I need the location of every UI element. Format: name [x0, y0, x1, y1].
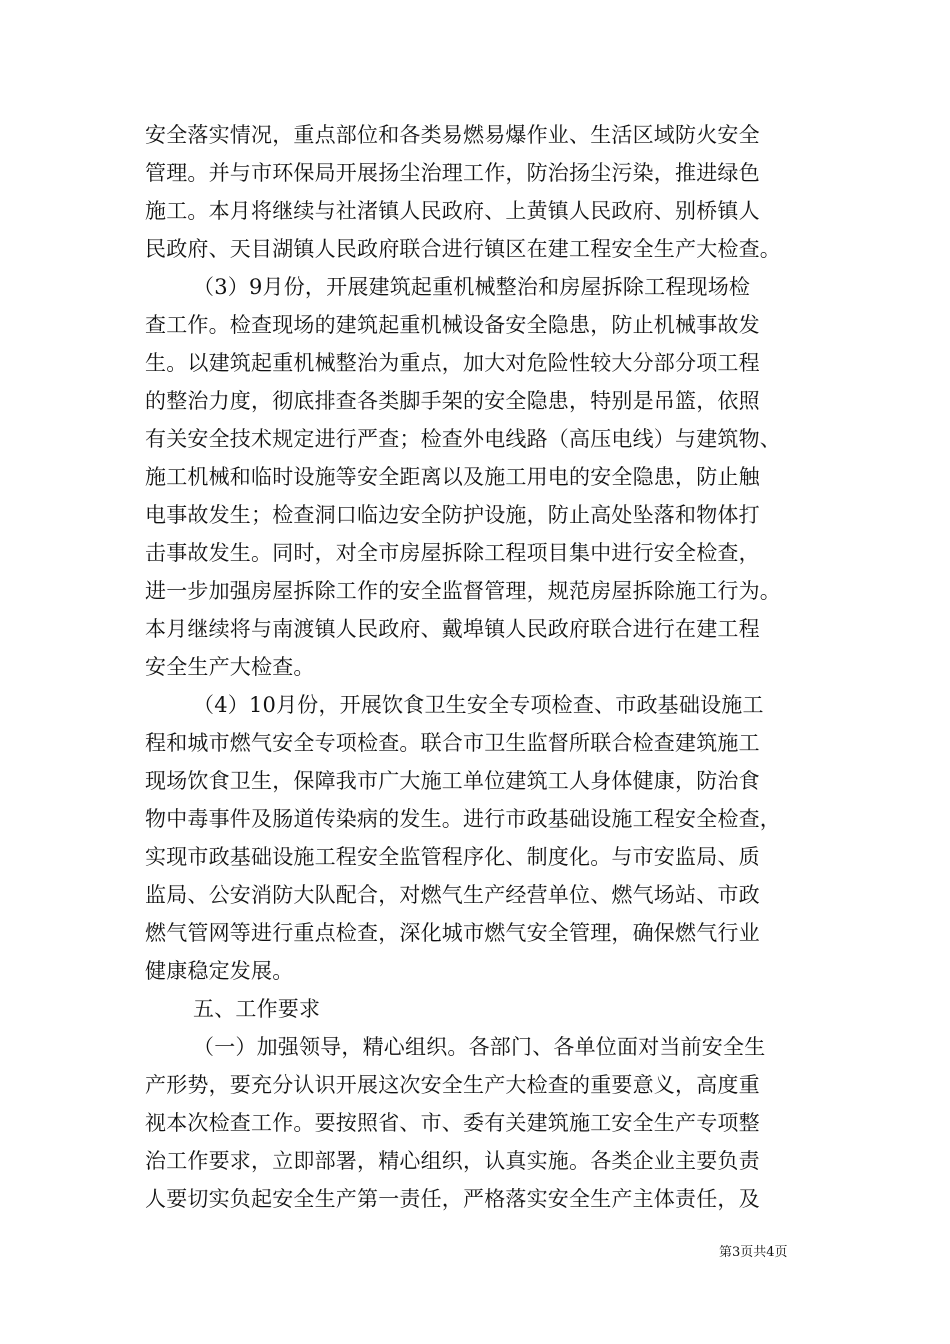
text-line: 视本次检查工作。要按照省、市、委有关建筑施工安全生产专项整 [145, 1111, 760, 1135]
text-line: 安全落实情况，重点部位和各类易燃易爆作业、生活区域防火安全 [145, 123, 760, 147]
text-line: 物中毒事件及肠道传染病的发生。进行市政基础设施工程安全检查， [145, 807, 781, 831]
text-line: 的整治力度，彻底排查各类脚手架的安全隐患，特别是吊篮，依照 [145, 389, 760, 413]
text-line: 安全生产大检查。 [145, 655, 315, 679]
paragraph [145, 686, 810, 990]
page-number: 第3页共4页 [719, 1245, 788, 1260]
paragraph [145, 268, 810, 686]
text-line: 民政府、天目湖镇人民政府联合进行镇区在建工程安全生产大检查。 [145, 237, 781, 261]
document-body [145, 116, 810, 1218]
text-line: 实现市政基础设施工程安全监管程序化、制度化。与市安监局、质 [145, 845, 760, 869]
paragraph [145, 1028, 810, 1218]
text-line: 本月继续将与南渡镇人民政府、戴埠镇人民政府联合进行在建工程 [145, 617, 760, 641]
text-line: 健康稳定发展。 [145, 959, 294, 983]
text-line: （3）9月份，开展建筑起重机械整治和房屋拆除工程现场检 [193, 275, 751, 299]
text-line: 有关安全技术规定进行严查；检查外电线路（高压电线）与建筑物、 [145, 427, 781, 451]
text-line: 电事故发生；检查洞口临边安全防护设施，防止高处坠落和物体打 [145, 503, 760, 527]
text-line: 人要切实负起安全生产第一责任，严格落实安全生产主体责任，及 [145, 1187, 760, 1211]
text-line: 生。以建筑起重机械整治为重点，加大对危险性较大分部分项工程 [145, 351, 760, 375]
text-line: 现场饮食卫生，保障我市广大施工单位建筑工人身体健康，防治食 [145, 769, 760, 793]
paragraph [145, 116, 810, 268]
paragraph [145, 990, 810, 1028]
text-line: 击事故发生。同时，对全市房屋拆除工程项目集中进行安全检查， [145, 541, 760, 565]
text-line: 程和城市燃气安全专项检查。联合市卫生监督所联合检查建筑施工 [145, 731, 760, 755]
text-line: 施工。本月将继续与社渚镇人民政府、上黄镇人民政府、别桥镇人 [145, 199, 760, 223]
text-line: 查工作。检查现场的建筑起重机械设备安全隐患，防止机械事故发 [145, 313, 760, 337]
text-line: 施工机械和临时设施等安全距离以及施工用电的安全隐患，防止触 [145, 465, 760, 489]
text-line: （4）10月份，开展饮食卫生安全专项检查、市政基础设施工 [193, 693, 764, 717]
text-line: 监局、公安消防大队配合，对燃气生产经营单位、燃气场站、市政 [145, 883, 760, 907]
text-line: 产形势，要充分认识开展这次安全生产大检查的重要意义，高度重 [145, 1073, 760, 1097]
text-line: 五、工作要求 [193, 997, 321, 1021]
text-line: （一）加强领导，精心组织。各部门、各单位面对当前安全生 [193, 1035, 766, 1059]
text-line: 燃气管网等进行重点检查，深化城市燃气安全管理，确保燃气行业 [145, 921, 760, 945]
text-line: 治工作要求，立即部署，精心组织，认真实施。各类企业主要负责 [145, 1149, 760, 1173]
text-line: 进一步加强房屋拆除工作的安全监督管理，规范房屋拆除施工行为。 [145, 579, 781, 603]
text-line: 管理。并与市环保局开展扬尘治理工作，防治扬尘污染，推进绿色 [145, 161, 760, 185]
